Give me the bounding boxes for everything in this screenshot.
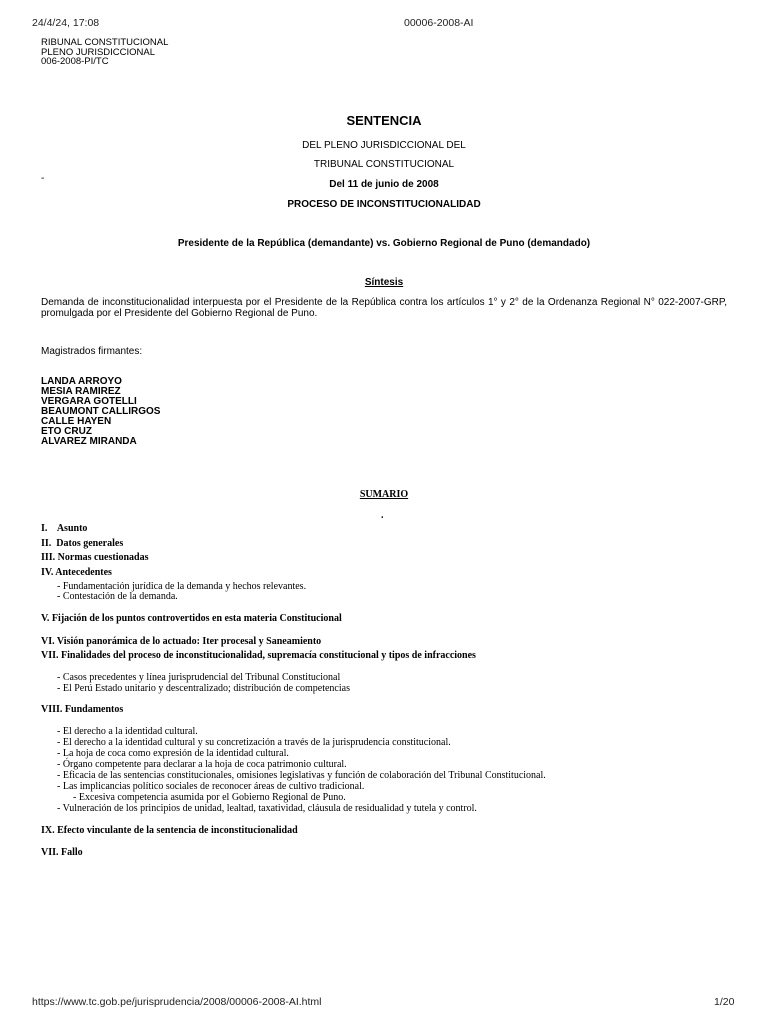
sintesis-text: Demanda de inconstitucionalidad interpuesta por el Presidente de la República contra los artículos 1° y 2° de la Ordenanza Regional N° 022-2007-GRP, promulgada por el Presidente del Gobierno Regional de Puno. <box>41 297 727 319</box>
magistrado-name: ALVAREZ MIRANDA <box>41 436 137 447</box>
heading-line: TRIBUNAL CONSTITUCIONAL <box>313 159 455 170</box>
magistrado-name: MESIA RAMIREZ <box>41 386 121 397</box>
sumario-item-efecto: IX. Efecto vinculante de la sentencia de inconstitucionalidad <box>41 825 298 836</box>
magistrado-name: ETO CRUZ <box>41 426 92 437</box>
institution-line: PLENO JURISDICCIONAL <box>41 46 156 58</box>
sumario-title: SUMARIO <box>359 489 409 500</box>
heading-line: DEL PLENO JURISDICCIONAL DEL <box>302 140 466 151</box>
parties-line: Presidente de la República (demandante) vs. Gobierno Regional de Puno (demandado) <box>177 238 591 249</box>
magistrados-list <box>41 377 160 447</box>
sintesis-title: Síntesis <box>364 277 404 288</box>
sumario-item-datos: II. Datos generales <box>41 538 124 549</box>
sumario-subitem: - Contestación de la demanda. <box>57 591 178 602</box>
sumario-dot: . <box>381 510 384 521</box>
institution-line: 006-2008-PI/TC <box>41 56 109 68</box>
print-datetime: 24/4/24, 17:08 <box>32 17 100 29</box>
sumario-item-fundamentos: VIII. Fundamentos <box>41 704 124 715</box>
magistrado-name: LANDA ARROYO <box>41 376 122 387</box>
sumario-item-asunto: I. Asunto <box>41 523 88 534</box>
institution-line: RIBUNAL CONSTITUCIONAL <box>41 37 169 48</box>
sumario-subitem: - Eficacia de las sentencias constitucionales, omisiones legislativas y función de colaboración del Tribunal Constitucional. <box>57 770 546 781</box>
document-title: SENTENCIA <box>346 113 422 128</box>
sumario-subitem: - El Perú Estado unitario y descentralizado; distribución de competencias <box>57 683 350 694</box>
sumario-item-antecedentes: IV. Antecedentes <box>41 567 112 578</box>
sumario-item-fallo: VII. Fallo <box>41 847 83 858</box>
sumario-item-fijacion: V. Fijación de los puntos controvertidos en esta materia Constitucional <box>41 613 342 624</box>
sumario-subsubitem: - Excesiva competencia asumida por el Gobierno Regional de Puno. <box>73 792 346 803</box>
magistrados-label: Magistrados firmantes: <box>41 346 143 357</box>
sumario-item-normas: III. Normas cuestionadas <box>41 552 149 563</box>
magistrado-name: BEAUMONT CALLIRGOS <box>41 406 161 417</box>
print-url: https://www.tc.gob.pe/jurisprudencia/2008/00006-2008-AI.html <box>32 996 322 1008</box>
sumario-subitem: - Vulneración de los principios de unidad, lealtad, taxatividad, cláusula de residualidad y tutela y control. <box>57 803 477 814</box>
print-page-number: 1/20 <box>714 996 735 1008</box>
magistrado-name: CALLE HAYEN <box>41 416 112 427</box>
process-type: PROCESO DE INCONSTITUCIONALIDAD <box>287 199 481 210</box>
sumario-item-finalidades: VII. Finalidades del proceso de inconstitucionalidad, supremacía constitucional y tipos de infracciones <box>41 650 476 661</box>
stray-dash: - <box>41 173 45 184</box>
sumario-subitem: - Las implicancias político sociales de reconocer áreas de cultivo tradicional. <box>57 781 365 792</box>
sumario-subitem: - La hoja de coca como expresión de la identidad cultural. <box>57 748 289 759</box>
sumario-subitem: - El derecho a la identidad cultural y su concretización a través de la jurisprudencia constitucional. <box>57 737 451 748</box>
print-doc-title: 00006-2008-AI <box>404 17 474 29</box>
sentence-date: Del 11 de junio de 2008 <box>329 179 439 190</box>
magistrado-name: VERGARA GOTELLI <box>41 396 137 407</box>
sumario-subitem: - El derecho a la identidad cultural. <box>57 726 198 737</box>
sumario-item-vision: VI. Visión panorámica de lo actuado: Iter procesal y Saneamiento <box>41 636 322 647</box>
sumario-subitem: - Órgano competente para declarar a la hoja de coca patrimonio cultural. <box>57 759 347 770</box>
institution-block <box>41 38 168 67</box>
sumario-subitem: - Casos precedentes y línea jurisprudencial del Tribunal Constitucional <box>57 672 341 683</box>
sumario-subitem: - Fundamentación jurídica de la demanda y hechos relevantes. <box>57 581 307 592</box>
